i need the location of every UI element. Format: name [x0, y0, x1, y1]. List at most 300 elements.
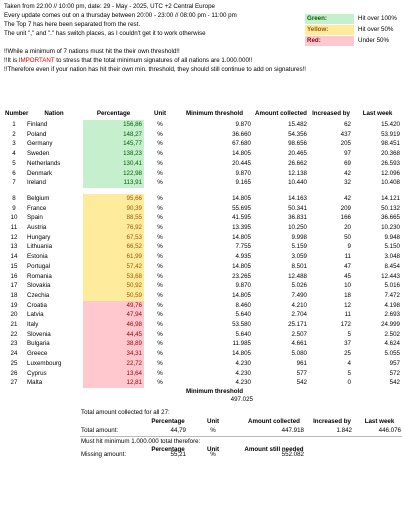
row-number: 7 — [12, 179, 16, 187]
row-number: 14 — [10, 253, 18, 261]
unit-value: % — [157, 233, 163, 241]
total-header-last-week: Last week — [364, 418, 395, 425]
min-threshold-value: 4.935 — [235, 253, 251, 261]
last-week-value: 7.472 — [384, 291, 400, 299]
min-total-value: 497.025 — [230, 396, 253, 403]
table-row — [3, 349, 402, 359]
min-threshold-value: 9.870 — [235, 169, 251, 177]
total-underline — [80, 436, 402, 437]
row-number: 25 — [10, 359, 18, 367]
nation-name: Ireland — [27, 179, 46, 187]
min-threshold-value: 53.580 — [232, 321, 251, 329]
nation-name: Denmark — [27, 169, 53, 177]
table-row — [3, 130, 402, 140]
last-week-value: 50.132 — [381, 204, 400, 212]
table-row — [3, 149, 402, 159]
last-week-value: 542 — [389, 379, 400, 387]
nation-name: Portugal — [27, 262, 51, 270]
table-row — [3, 272, 402, 282]
percentage-value: 156,86 — [83, 120, 144, 130]
percentage-value: 22,72 — [83, 359, 144, 369]
percentage-value: 47,94 — [83, 310, 144, 320]
increased-value: 50 — [344, 233, 351, 241]
unit-value: % — [157, 130, 163, 138]
legend-green — [305, 14, 401, 24]
header-last-week: Last week — [362, 110, 393, 117]
unit-value: % — [157, 359, 163, 367]
last-week-value: 24.999 — [381, 321, 400, 329]
percentage-value: 66,52 — [83, 242, 144, 252]
unit-value: % — [157, 194, 163, 202]
increased-value: 5 — [347, 330, 351, 338]
unit-value: % — [157, 214, 163, 222]
unit-value: % — [157, 159, 163, 167]
last-week-value: 98.451 — [381, 140, 400, 148]
table-row — [3, 301, 402, 311]
increased-value: 9 — [347, 243, 351, 251]
amount-value: 4.661 — [291, 340, 307, 348]
table-row — [3, 204, 402, 214]
increased-value: 10 — [344, 282, 351, 290]
unit-value: % — [157, 253, 163, 261]
last-week-value: 8.454 — [384, 262, 400, 270]
header-percentage: Percentage — [96, 110, 131, 117]
unit-value: % — [157, 321, 163, 329]
last-week-value: 572 — [389, 369, 400, 377]
increased-value: 37 — [344, 340, 351, 348]
row-number: 24 — [10, 350, 18, 358]
table-row — [3, 223, 402, 233]
percentage-value: 122,98 — [83, 169, 144, 179]
table-row — [3, 159, 402, 169]
percentage-value: 145,77 — [83, 139, 144, 149]
table-row — [3, 369, 402, 379]
nation-name: Latvia — [27, 311, 44, 319]
amount-value: 36.831 — [288, 214, 307, 222]
table-row — [3, 330, 402, 340]
nation-name: Slovenia — [27, 330, 51, 338]
increased-value: 12 — [344, 301, 351, 309]
increased-value: 437 — [340, 130, 351, 138]
increased-value: 5 — [347, 369, 351, 377]
nation-name: Romania — [27, 272, 52, 280]
missing-unit: % — [210, 451, 216, 458]
unit-value: % — [157, 282, 163, 290]
spacer — [4, 38, 304, 47]
increased-value: 166 — [340, 214, 351, 222]
increased-value: 4 — [347, 359, 351, 367]
nation-name: Poland — [27, 130, 47, 138]
percentage-value: 76,92 — [83, 223, 144, 233]
total-amount: 447.918 — [281, 427, 304, 434]
percentage-value: 53,68 — [83, 272, 144, 282]
table-row — [3, 262, 402, 272]
nation-name: Germany — [27, 140, 53, 148]
nation-name: Spain — [27, 214, 43, 222]
increased-value: 20 — [344, 224, 351, 232]
percentage-value: 130,41 — [83, 159, 144, 169]
min-threshold-value: 4.230 — [235, 379, 251, 387]
table-row — [3, 252, 402, 262]
percentage-value: 50,59 — [83, 291, 144, 301]
row-number: 8 — [12, 194, 16, 202]
percentage-value: 34,31 — [83, 349, 144, 359]
row-number: 26 — [10, 369, 18, 377]
increased-value: 18 — [344, 291, 351, 299]
total-header-amount: Amount collected — [248, 418, 300, 425]
amount-value: 9.998 — [291, 233, 307, 241]
nation-name: Greece — [27, 350, 48, 358]
increased-value: 42 — [344, 169, 351, 177]
unit-value: % — [157, 350, 163, 358]
unit-value: % — [157, 179, 163, 187]
last-week-value: 5.055 — [384, 350, 400, 358]
important-word: IMPORTANT — [18, 57, 55, 64]
unit-value: % — [157, 150, 163, 158]
percentage-value: 12,81 — [83, 378, 144, 388]
total-header-percentage: Percentage — [151, 418, 185, 425]
increased-value: 205 — [340, 140, 351, 148]
unit-value: % — [157, 340, 163, 348]
legend-yellow — [305, 25, 401, 35]
intro-line: The unit "," and "." has switch places, as I couldn't get it to work otherwise — [4, 30, 206, 37]
row-number: 5 — [12, 159, 16, 167]
intro-line: Taken from 22:00 // 10:00 pm, date: 29 - May - 2025, UTC +2 Central Europe — [4, 3, 215, 10]
min-threshold-value: 4.230 — [235, 369, 251, 377]
unit-value: % — [157, 243, 163, 251]
amount-value: 10.250 — [288, 224, 307, 232]
unit-value: % — [157, 140, 163, 148]
percentage-value: 49,76 — [83, 301, 144, 311]
amount-value: 8.501 — [291, 262, 307, 270]
percentage-value: 46,98 — [83, 320, 144, 330]
unit-value: % — [157, 301, 163, 309]
min-threshold-value: 4.230 — [235, 359, 251, 367]
legend-label: Red: — [305, 36, 354, 46]
amount-value: 577 — [296, 369, 307, 377]
nation-name: Austria — [27, 224, 47, 232]
nation-name: Netherlands — [27, 159, 61, 167]
percentage-value: 50,92 — [83, 281, 144, 291]
min-threshold-value: 8.460 — [235, 301, 251, 309]
increased-value: 97 — [344, 150, 351, 158]
min-threshold-value: 14.805 — [232, 194, 251, 202]
nation-name: Czechia — [27, 291, 50, 299]
min-threshold-value: 11.985 — [232, 340, 251, 348]
min-total-label: Minimum threshold — [185, 388, 244, 395]
row-number: 18 — [10, 291, 18, 299]
unit-value: % — [157, 272, 163, 280]
table-row — [3, 310, 402, 320]
unit-value: % — [157, 379, 163, 387]
last-week-value: 10.408 — [381, 179, 400, 187]
row-number: 20 — [10, 311, 18, 319]
missing-row-label: Missing amount: — [81, 451, 127, 458]
percentage-value: 13,64 — [83, 369, 144, 379]
min-threshold-value: 67.680 — [232, 140, 251, 148]
header-unit: Unit — [153, 110, 167, 117]
nation-name: France — [27, 204, 47, 212]
increased-value: 11 — [344, 253, 351, 261]
increased-value: 0 — [347, 379, 351, 387]
last-week-value: 12.443 — [381, 272, 400, 280]
table-row — [3, 120, 402, 130]
last-week-value: 4.624 — [384, 340, 400, 348]
total-increased: 1.842 — [336, 427, 352, 434]
warning-text: !!It is — [4, 57, 19, 64]
percentage-value: 38,89 — [83, 339, 144, 349]
missing-percentage: 55,21 — [170, 451, 186, 458]
missing-header-amount: Amount still needed — [244, 446, 304, 453]
increased-value: 42 — [344, 194, 351, 202]
row-number: 19 — [10, 301, 18, 309]
increased-value: 62 — [344, 121, 351, 128]
last-week-value: 26.593 — [381, 159, 400, 167]
nation-name: Belgium — [27, 194, 50, 202]
percentage-value: 113,91 — [83, 178, 144, 188]
unit-value: % — [157, 369, 163, 377]
percentage-value: 90,39 — [83, 204, 144, 214]
last-week-value: 20.368 — [381, 150, 400, 158]
amount-value: 12.138 — [288, 169, 307, 177]
last-week-value: 36.665 — [381, 214, 400, 222]
min-threshold-value: 9.870 — [235, 121, 251, 128]
min-threshold-value: 14.805 — [232, 150, 251, 158]
percentage-value: 57,42 — [83, 262, 144, 272]
table-row — [3, 169, 402, 179]
unit-value: % — [157, 311, 163, 319]
nation-name: Finland — [27, 121, 48, 128]
min-threshold-value: 5.640 — [235, 311, 251, 319]
last-week-value: 9.948 — [384, 233, 400, 241]
missing-amount: 552.082 — [281, 451, 304, 458]
total-title: Total amount collected for all 27: — [81, 409, 170, 416]
legend-red — [305, 36, 401, 46]
last-week-value: 5.150 — [384, 243, 400, 251]
min-threshold-value: 23.265 — [232, 272, 251, 280]
table-row — [3, 178, 402, 188]
row-number: 4 — [12, 150, 16, 158]
table-row — [3, 359, 402, 369]
min-threshold-value: 20.445 — [232, 159, 251, 167]
intro-line: Every update comes out on a thursday between 20:00 - 23:00 // 08:00 pm - 11:00 pm — [4, 12, 237, 19]
amount-value: 12.488 — [288, 272, 307, 280]
nation-name: Sweden — [27, 150, 50, 158]
amount-value: 54.356 — [288, 130, 307, 138]
intro-warning — [4, 56, 304, 65]
table-row — [3, 378, 402, 388]
last-week-value: 2.502 — [384, 330, 400, 338]
header-number: Number — [5, 110, 29, 117]
table-header-row — [3, 108, 402, 120]
min-threshold-value: 9.870 — [235, 282, 251, 290]
amount-value: 961 — [296, 359, 307, 367]
table-row — [3, 291, 402, 301]
last-week-value: 5.016 — [384, 282, 400, 290]
nation-name: Estonia — [27, 253, 48, 261]
percentage-value: 61,99 — [83, 252, 144, 262]
amount-value: 20.465 — [288, 150, 307, 158]
amount-value: 26.662 — [288, 159, 307, 167]
header-nation: Nation — [44, 110, 64, 117]
nation-name: Luxembourg — [27, 359, 62, 367]
percentage-value: 88,55 — [83, 213, 144, 223]
row-number: 15 — [10, 262, 18, 270]
unit-value: % — [157, 291, 163, 299]
min-threshold-value: 14.805 — [232, 262, 251, 270]
table-row — [3, 213, 402, 223]
last-week-value: 3.048 — [384, 253, 400, 261]
row-number: 17 — [10, 282, 18, 290]
missing-header-percentage: Percentage — [151, 446, 185, 453]
amount-value: 3.059 — [291, 253, 307, 261]
nation-name: Cyprus — [27, 369, 47, 377]
rest-rows — [3, 194, 402, 388]
nation-name: Italy — [27, 321, 39, 329]
increased-value: 172 — [340, 321, 351, 329]
row-number: 3 — [12, 140, 16, 148]
last-week-value: 2.693 — [384, 311, 400, 319]
min-threshold-value: 7.755 — [235, 243, 251, 251]
table-row — [3, 139, 402, 149]
unit-value: % — [157, 330, 163, 338]
total-header-unit: Unit — [206, 418, 220, 425]
min-threshold-value: 9.165 — [235, 179, 251, 187]
amount-value: 4.210 — [291, 301, 307, 309]
row-number: 13 — [10, 243, 18, 251]
min-threshold-value: 41.595 — [232, 214, 251, 222]
nation-name: Lithuania — [27, 243, 53, 251]
table-row — [3, 233, 402, 243]
percentage-value: 138,23 — [83, 149, 144, 159]
table-row — [3, 320, 402, 330]
amount-value: 2.704 — [291, 311, 307, 319]
legend-desc: Hit over 100% — [358, 15, 397, 22]
intro-line: The Top 7 has here been separated from the rest. — [4, 21, 141, 28]
percentage-value: 44,45 — [83, 330, 144, 340]
header-amount: Amount collected — [255, 110, 307, 117]
row-number: 16 — [10, 272, 18, 280]
min-threshold-value: 36.660 — [232, 130, 251, 138]
nation-name: Malta — [27, 379, 43, 387]
nation-name: Slovakia — [27, 282, 51, 290]
unit-value: % — [157, 121, 163, 128]
last-week-value: 14.121 — [381, 194, 400, 202]
amount-value: 2.507 — [291, 330, 307, 338]
row-number: 10 — [10, 214, 18, 222]
legend-label: Yellow: — [305, 25, 354, 35]
warning-text: to stress that the total minimum signatures of all nations are 1.000.000!! — [54, 57, 253, 64]
increased-value: 47 — [344, 262, 351, 270]
missing-title: Must hit minimum 1.000.000 total therefore: — [81, 438, 201, 445]
intro-notes — [4, 2, 304, 74]
amount-value: 5.159 — [291, 243, 307, 251]
amount-value: 50.341 — [288, 204, 307, 212]
last-week-value: 15.420 — [381, 121, 400, 128]
min-threshold-value: 5.640 — [235, 330, 251, 338]
row-number: 23 — [10, 340, 18, 348]
row-number: 21 — [10, 321, 18, 329]
missing-header-unit: Unit — [206, 446, 220, 453]
total-percentage: 44,79 — [170, 427, 186, 434]
amount-value: 14.163 — [288, 194, 307, 202]
total-unit: % — [210, 427, 216, 434]
increased-value: 45 — [344, 272, 351, 280]
min-threshold-value: 55.695 — [232, 204, 251, 212]
amount-value: 15.482 — [288, 121, 307, 128]
total-header-increased: Increased by — [313, 418, 351, 425]
color-legend — [305, 14, 401, 47]
legend-label: Green: — [305, 14, 354, 24]
unit-value: % — [157, 224, 163, 232]
row-number: 22 — [10, 330, 18, 338]
unit-value: % — [157, 262, 163, 270]
top7-rows — [3, 120, 402, 188]
legend-desc: Under 50% — [358, 37, 389, 44]
unit-value: % — [157, 169, 163, 177]
table-row — [3, 339, 402, 349]
intro-warning: !!Therefore even if your nation has hit their own min. threshold, they should still continue to add on signatures!! — [4, 66, 306, 73]
last-week-value: 53.919 — [381, 130, 400, 138]
amount-value: 10.440 — [288, 179, 307, 187]
nations-table — [3, 108, 402, 388]
row-number: 1 — [12, 121, 16, 128]
total-last-week: 446.076 — [378, 427, 401, 434]
row-number: 2 — [12, 130, 16, 138]
table-row — [3, 194, 402, 204]
last-week-value: 957 — [389, 359, 400, 367]
increased-value: 69 — [344, 159, 351, 167]
row-number: 9 — [12, 204, 16, 212]
header-min-threshold: Minimum threshold — [185, 110, 244, 117]
amount-value: 5.080 — [291, 350, 307, 358]
amount-value: 98.656 — [288, 140, 307, 148]
intro-warning: !!While a minimum of 7 nations must hit the their own threshold!! — [4, 48, 180, 55]
amount-value: 5.026 — [291, 282, 307, 290]
row-number: 27 — [10, 379, 18, 387]
nation-name: Hungary — [27, 233, 51, 241]
last-week-value: 10.230 — [381, 224, 400, 232]
nation-name: Bulgaria — [27, 340, 50, 348]
nation-name: Croatia — [27, 301, 47, 309]
increased-value: 11 — [344, 311, 351, 319]
amount-value: 25.171 — [288, 321, 307, 329]
percentage-value: 67,53 — [83, 233, 144, 243]
last-week-value: 4.198 — [384, 301, 400, 309]
table-row — [3, 242, 402, 252]
min-threshold-value: 13.395 — [232, 224, 251, 232]
header-increased: Increased by — [312, 110, 350, 117]
min-threshold-value: 14.805 — [232, 350, 251, 358]
increased-value: 209 — [340, 204, 351, 212]
row-number: 11 — [10, 224, 18, 232]
row-number: 6 — [12, 169, 16, 177]
amount-value: 542 — [296, 379, 307, 387]
table-row — [3, 281, 402, 291]
last-week-value: 12.096 — [381, 169, 400, 177]
increased-value: 32 — [344, 179, 351, 187]
amount-value: 7.490 — [291, 291, 307, 299]
min-threshold-value: 14.805 — [232, 233, 251, 241]
legend-desc: Hit over 50% — [358, 26, 394, 33]
percentage-value: 95,66 — [83, 194, 144, 204]
total-row-label: Total amount: — [81, 427, 119, 434]
min-threshold-value: 14.805 — [232, 291, 251, 299]
increased-value: 25 — [344, 350, 351, 358]
unit-value: % — [157, 204, 163, 212]
percentage-value: 148,27 — [83, 130, 144, 140]
row-number: 12 — [10, 233, 18, 241]
